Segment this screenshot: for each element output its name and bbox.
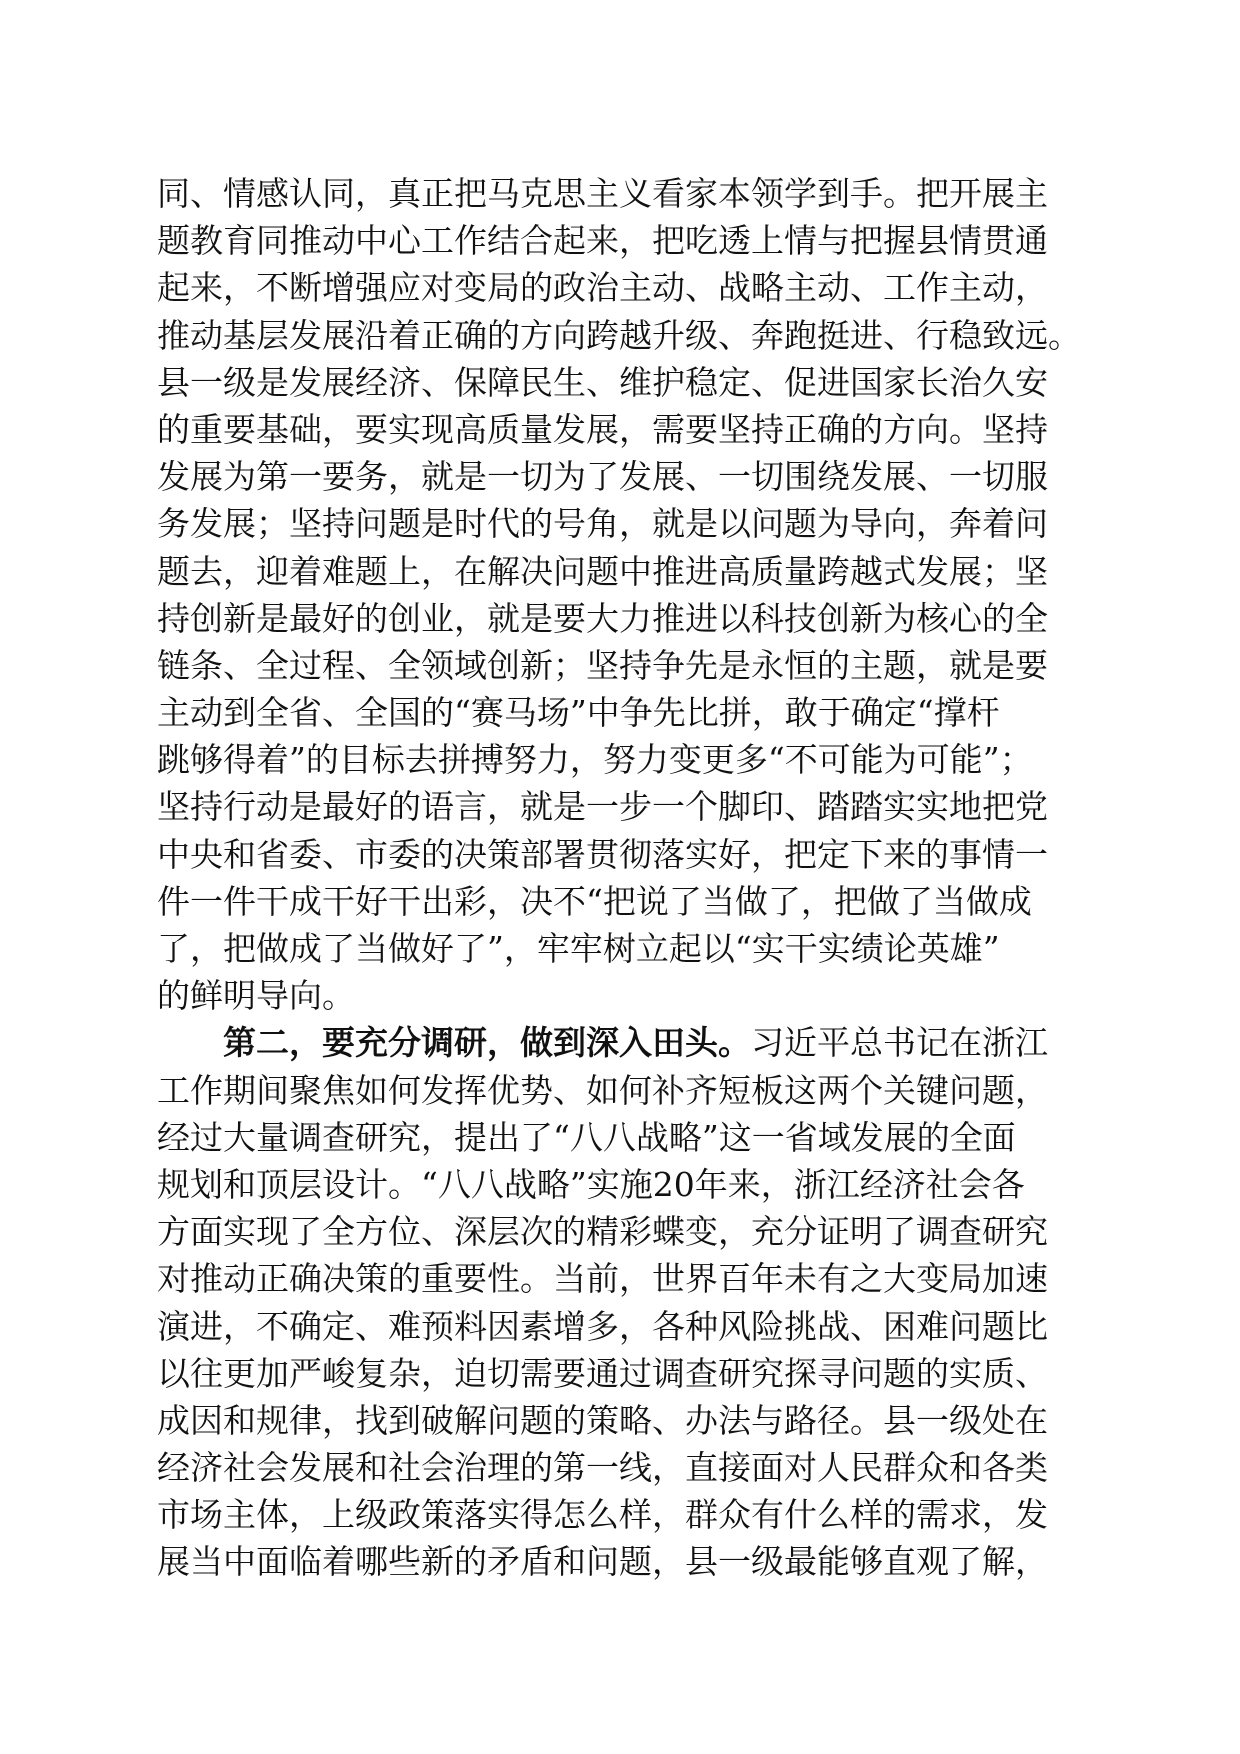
paragraph-2-line: 成因和规律，找到破解问题的策略、办法与路径。县一级处在 (157, 1400, 1048, 1440)
paragraph-1-line: 了，把做成了当做好了”，牢牢树立起以“实干实绩论英雄” (157, 929, 1000, 968)
paragraph-1-line: 同、情感认同，真正把马克思主义看家本领学到手。把开展主 (157, 174, 1048, 213)
paragraph-1 (157, 170, 1097, 1586)
paragraph-2-line: 经过大量调查研究，提出了“八八战略”这一省域发展的全面 (157, 1117, 1016, 1157)
paragraph-1-line: 起来，不断增强应对变局的政治主动、战略主动、工作主动， (157, 268, 1048, 308)
paragraph-1-line: 持创新是最好的创业，就是要大力推进以科技创新为核心的全 (157, 598, 1048, 638)
paragraph-1-line: 中央和省委、市委的决策部署贯彻落实好，把定下来的事情一 (157, 834, 1048, 874)
paragraph-2-line: 演进，不确定、难预料因素增多，各种风险挑战、困难问题比 (157, 1306, 1048, 1346)
paragraph-1-line: 链条、全过程、全领域创新；坚持争先是永恒的主题，就是要 (157, 645, 1048, 685)
paragraph-1-line: 县一级是发展经济、保障民生、维护稳定、促进国家长治久安 (157, 362, 1048, 402)
paragraph-2-first-line-text: 习近平总书记在浙江 (751, 1023, 1048, 1063)
paragraph-2-line: 工作期间聚焦如何发挥优势、如何补齐短板这两个关键问题， (157, 1070, 1048, 1110)
paragraph-1-line: 的鲜明导向。 (157, 976, 355, 1016)
paragraph-1-line: 发展为第一要务，就是一切为了发展、一切围绕发展、一切服 (157, 457, 1048, 497)
paragraph-1-line: 的重要基础，要实现高质量发展，需要坚持正确的方向。坚持 (157, 409, 1048, 449)
paragraph-1-line: 推动基层发展沿着正确的方向跨越升级、奔跑挺进、行稳致远。 (157, 315, 1081, 355)
paragraph-2-line: 以往更加严峻复杂，迫切需要通过调查研究探寻问题的实质、 (157, 1353, 1048, 1393)
paragraph-2-line: 对推动正确决策的重要性。当前，世界百年未有之大变局加速 (157, 1259, 1048, 1299)
paragraph-1-line: 件一件干成干好干出彩，决不“把说了当做了，把做了当做成 (157, 881, 1032, 921)
paragraph-2-first-line (157, 1019, 1097, 1066)
paragraph-2-line: 规划和顶层设计。“八八战略”实施20年来，浙江经济社会各 (157, 1164, 1025, 1204)
paragraph-2-line: 经济社会发展和社会治理的第一线，直接面对人民群众和各类 (157, 1448, 1048, 1488)
paragraph-1-line: 主动到全省、全国的“赛马场”中争先比拼，敢于确定“撑杆 (157, 693, 1000, 733)
paragraph-2-line: 展当中面临着哪些新的矛盾和问题，县一级最能够直观了解， (157, 1542, 1048, 1582)
paragraph-1-line: 题教育同推动中心工作结合起来，把吃透上情与把握县情贯通 (157, 221, 1048, 261)
paragraph-1-line: 务发展；坚持问题是时代的号角，就是以问题为导向，奔着问 (157, 504, 1048, 544)
paragraph-1-line: 题去，迎着难题上，在解决问题中推进高质量跨越式发展；坚 (157, 551, 1048, 591)
paragraph-2-line: 市场主体，上级政策落实得怎么样，群众有什么样的需求，发 (157, 1495, 1048, 1535)
paragraph-2-line: 方面实现了全方位、深层次的精彩蝶变，充分证明了调查研究 (157, 1212, 1048, 1252)
paragraph-1-line: 坚持行动是最好的语言，就是一步一个脚印、踏踏实实地把党 (157, 787, 1048, 827)
section-heading: 第二，要充分调研，做到深入田头。 (223, 1023, 751, 1063)
paragraph-1-line: 跳够得着”的目标去拼搏努力，努力变更多“不可能为可能”； (157, 740, 1033, 780)
